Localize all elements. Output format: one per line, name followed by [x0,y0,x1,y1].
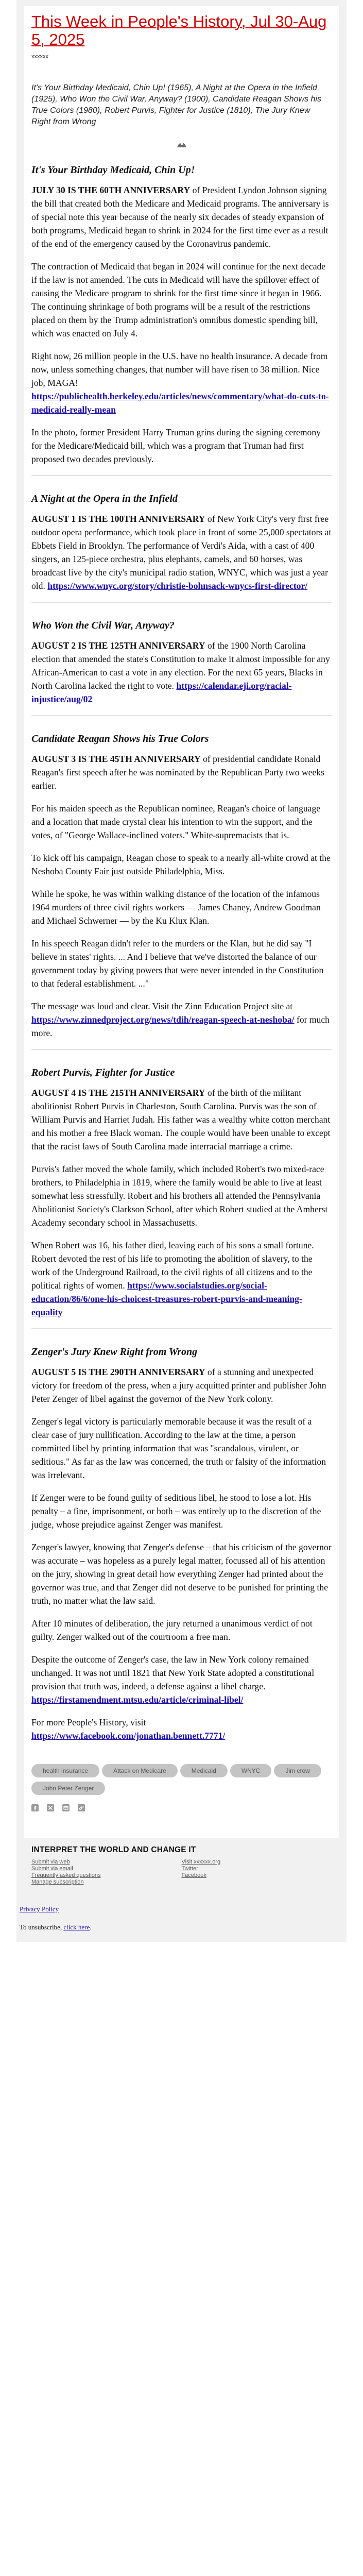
anniversary-lead: AUGUST 2 IS THE 125TH ANNIVERSARY [31,640,205,651]
paragraph-text: of New York City's very first free outdoor opera performance, which took place in front of some 25,000 spectators at Ebbets Field in Brooklyn. The performance of Verdi's Aida, with a cast of 400 singers, an 125-piece orchestra, plus elephants, camels, and 60 horses, was broadcast live by the city's municipal radio station, WNYC, which was just a year old. [31,514,332,591]
source-link[interactable]: https://firstamendment.mtsu.edu/article/criminal-libel/ [31,1694,244,1705]
article-paragraph [31,1365,332,1405]
newsletter-card [24,6,339,1894]
paragraph-text: of presidential candidate Ronald Reagan's first speech after he was nominated by the Republican Party two weeks earlier. [31,754,324,791]
paragraph-text: For his maiden speech as the Republican nominee, Reagan's choice of language and a location that made crystal clear his intention to win the support, and the votes, of "George Wallace-inclined voters." White-supremacists that is. [31,803,321,840]
paragraph-text: of the birth of the militant abolitionist Robert Purvis in Charleston, South Carolina. Purvis was the son of William Purvis and Harriet Judah. His father was a wealthy white cotton merchant and his mother a free Black woman. The couple would have been unable to except that the racist laws of South Carolina made interracial marriage a crime. [31,1088,331,1151]
link-share-icon[interactable] [78,1804,85,1814]
article-paragraph [31,1162,332,1229]
header [24,6,339,149]
article-paragraph [31,1239,332,1319]
unsubscribe-line [20,1923,347,1931]
email-canvas [16,0,347,1942]
tag-pill[interactable]: health insurance [31,1764,99,1777]
logo [31,128,332,149]
article-paragraph [31,426,332,466]
tag-pill[interactable]: Attack on Medicare [102,1764,178,1777]
paragraph-text: When Robert was 16, his father died, leaving each of his sons a small fortune. Robert devoted the rest of his life to promoting the abolition of slavery, to the work of the Underground Railroad, to the civil rights of all citizens and to the political rights of women. [31,1240,314,1291]
article-paragraph [31,752,332,792]
tag-pill[interactable]: Jim crow [274,1764,321,1777]
footer-link[interactable]: Visit xxxxxx.org [181,1859,221,1865]
twitter-share-icon[interactable] [47,1804,54,1814]
footer-left-links [31,1859,182,1886]
articles-container [24,149,339,1762]
article-paragraph [31,1653,332,1706]
section-divider [31,475,332,476]
source-link[interactable]: https://publichealth.berkeley.edu/articles/news/commentary/what-do-cuts-to-medicaid-really-mean [31,391,329,415]
article-section [31,157,332,466]
article-heading: It's Your Birthday Medicaid, Chin Up! [31,164,195,176]
article-heading: Zenger's Jury Knew Right from Wrong [31,1346,198,1358]
article-paragraph [31,1086,332,1153]
source-link[interactable]: https://www.facebook.com/jonathan.bennett.7771/ [31,1731,226,1741]
footer-link[interactable]: Facebook [181,1872,206,1878]
article-paragraph [31,887,332,927]
source-link[interactable]: https://www.zinnedproject.org/news/tdih/reagan-speech-at-neshoba/ [31,1014,295,1025]
article-heading: Candidate Reagan Shows his True Colors [31,733,209,744]
anniversary-lead: AUGUST 1 IS THE 100TH ANNIVERSARY [31,514,205,524]
paragraph-text: In his speech Reagan didn't refer to the murders or the Klan, but he did say "I believe in states' rights. ... And I believe that we've distorted the balance of our government today by giving powers that were never intended in the Constitution to that federal establishment. ..." [31,938,324,989]
footer-link[interactable]: Frequently asked questions [31,1872,101,1878]
issue-subtitle: It's Your Birthday Medicaid, Chin Up! (1965), A Night at the Opera in the Infield (1925), Who Won the Civil War, Anyway? (1900), Candidate Reagan Shows his True Colors (1980), Robert Purvis, Fighter for Justice (1810), The Jury Knew Right from Wrong [31,83,321,126]
article-paragraph [31,260,332,340]
footer-link[interactable]: Manage subscription [31,1879,84,1885]
footer-columns [31,1859,332,1886]
paragraph-text: Purvis's father moved the whole family, which included Robert's two mixed-race brothers, to Philadelphia in 1819, where the family would be able to live at least somewhat less stressfully. Robert and his brothers all attended the Pennsylvania Abolitionist Society's Clarkson School, after which Robert studied at the Amherst Academy secondary school in Massachusetts. [31,1164,328,1228]
paragraph-text: While he spoke, he was within walking distance of the location of the infamous 1964 murders of three civil rights workers — James Chaney, Andrew Goodman and Michael Schwerner — by the Ku Klux Klan. [31,889,321,926]
source-link[interactable]: https://calendar.eji.org/racial-injustice/aug/02 [31,681,292,704]
source-link[interactable]: https://www.wnyc.org/story/christie-bohnsack-wnycs-first-director/ [47,581,308,591]
anniversary-lead: AUGUST 4 IS THE 215TH ANNIVERSARY [31,1088,205,1098]
post-content [24,1762,339,1827]
paragraph-text-after: for much more. [31,1014,330,1038]
anniversary-lead: AUGUST 5 IS THE 290TH ANNIVERSARY [31,1367,205,1377]
unsubscribe-link[interactable]: click here [63,1923,90,1931]
paragraph-text: of President Lyndon Johnson signing the bill that created both the Medicare and Medicaid programs. The anniversary is of special note this year because of the nearly six decades of steady expansion of both programs, Medicaid began to shrink in 2024 for the first time ever as a result of the end of the emergency caused by the Coronavirus pandemic. [31,185,329,249]
footer-link[interactable]: Submit via web [31,1859,70,1865]
footer-heading: INTERPRET THE WORLD AND CHANGE IT [31,1845,196,1854]
article-paragraph [31,937,332,990]
paragraph-text: Zenger's legal victory is particularly memorable because it was the result of a clear case of jury nullification. According to the law at the time, a person committed libel by printing information that was "scandalous, virulent, or seditious." As far as the law was concerned, the truth or falsity of the information was irrelevant. [31,1416,326,1480]
tag-pill[interactable]: John Peter Zenger [31,1782,105,1795]
article-section [31,1338,332,1742]
paragraph-text: If Zenger were to be found guilty of seditious libel, he stood to lose a lot. His penalty – a fine, imprisonment, or both – was entirely up to the discretion of the judge, whose prejudice against Zenger was manifest. [31,1493,321,1530]
article-paragraph [31,1716,332,1742]
unsubscribe-suffix: . [90,1923,92,1931]
article-heading: Who Won the Civil War, Anyway? [31,620,175,631]
article-section [31,612,332,706]
footer [24,1838,339,1894]
article-paragraph [31,802,332,842]
article-section [31,725,332,1040]
social-share-row [31,1799,332,1817]
email-share-icon[interactable] [62,1804,70,1814]
article-heading: A Night at the Opera in the Infield [31,493,178,504]
paragraph-text: In the photo, former President Harry Truman grins during the signing ceremony for the Medicare/Medicaid bill, which was a program that Truman had first proposed two decades previously. [31,427,321,464]
masthead-logo-icon [177,140,187,148]
article-paragraph [31,1617,332,1643]
article-paragraph [31,1540,332,1607]
facebook-share-icon[interactable] [31,1804,39,1814]
article-paragraph [31,851,332,878]
tag-pill[interactable]: WNYC [230,1764,272,1777]
paragraph-text: Right now, 26 million people in the U.S. have no health insurance. A decade from now, unless something changes, that number will have risen to 38 million. Nice job, MAGA! [31,351,328,388]
unsubscribe-prefix: To unsubscribe, [20,1923,64,1931]
article-paragraph [31,1491,332,1531]
footer-link[interactable]: Twitter [181,1866,198,1872]
paragraph-text: Zenger's lawyer, knowing that Zenger's defense – that his criticism of the governor was accurate – was hopeless as a purely legal matter, focussed all of his attention on the jury, showing in great detail how everything Zenger had printed about the governor was true, and that Zenger did not deserve to be punished for printing the truth, no matter what the law said. [31,1542,332,1606]
source-link[interactable]: https://www.socialstudies.org/social-education/86/6/one-his-choicest-treasures-robert-purvis-and-meaning-equality [31,1280,302,1317]
anniversary-lead: JULY 30 IS THE 60TH ANNIVERSARY [31,185,191,195]
paragraph-text: To kick off his campaign, Reagan chose to speak to a nearly all-white crowd at the Neshoba County Fair just outside Philadelphia, Miss. [31,853,331,876]
paragraph-text: of the 1900 North Carolina election that amended the state's Constitution to make it almost impossible for any African-American to cast a vote in any election. For the next 65 years, Blacks in North Carolina lacked the right to vote. [31,640,330,691]
footer-link[interactable]: Submit via email [31,1866,73,1872]
section-divider [31,715,332,716]
footer-right-links [182,1859,332,1886]
paragraph-text: Despite the outcome of Zenger's case, the law in New York colony remained unchanged. It was not until 1821 that New York State adopted a constitutional provision that truth was, indeed, a defense against a libel charge. [31,1654,315,1691]
article-paragraph [31,512,332,592]
paragraph-text: For more People's History, visit [31,1717,146,1727]
preheader: xxxxxx [31,54,48,60]
article-paragraph [31,183,332,250]
paragraph-text: After 10 minutes of deliberation, the jury returned a unanimous verdict of not guilty. Zenger walked out of the courtroom a free man. [31,1618,313,1642]
paragraph-text: of a stunning and unexpected victory for freedom of the press, when a jury acquitted printer and publisher John Peter Zenger of libel against the governor of the New York colony. [31,1367,326,1404]
tag-pill[interactable]: Medicaid [180,1764,228,1777]
paragraph-text: The message was loud and clear. Visit the Zinn Education Project site at [31,1001,293,1011]
paragraph-text: The contraction of Medicaid that began in 2024 will continue for the next decade if the law is not amended. The cuts in Medicaid will have the spillover effect of causing the Medicare program to shrink for the first time since it began in 1966. The continuing shrinkage of both programs will be a result of the restrictions placed on them by the Trump administration's omnibus domestic spending bill, which was enacted on July 4. [31,261,326,338]
article-section [31,485,332,592]
article-heading: Robert Purvis, Fighter for Justice [31,1067,175,1078]
article-paragraph [31,639,332,706]
privacy-policy-link[interactable]: Privacy Policy [20,1905,59,1913]
article-paragraph [31,349,332,416]
newsletter-title[interactable]: This Week in People's History, Jul 30-Aug 5, 2025 [31,12,327,48]
article-section [31,1059,332,1319]
article-paragraph [31,999,332,1040]
tag-list [31,1762,332,1799]
anniversary-lead: AUGUST 3 IS THE 45TH ANNIVERSARY [31,754,201,764]
section-divider [31,602,332,603]
article-paragraph [31,1415,332,1482]
bottom-bar [16,1894,347,1942]
section-divider [31,1049,332,1050]
section-divider [31,1328,332,1329]
